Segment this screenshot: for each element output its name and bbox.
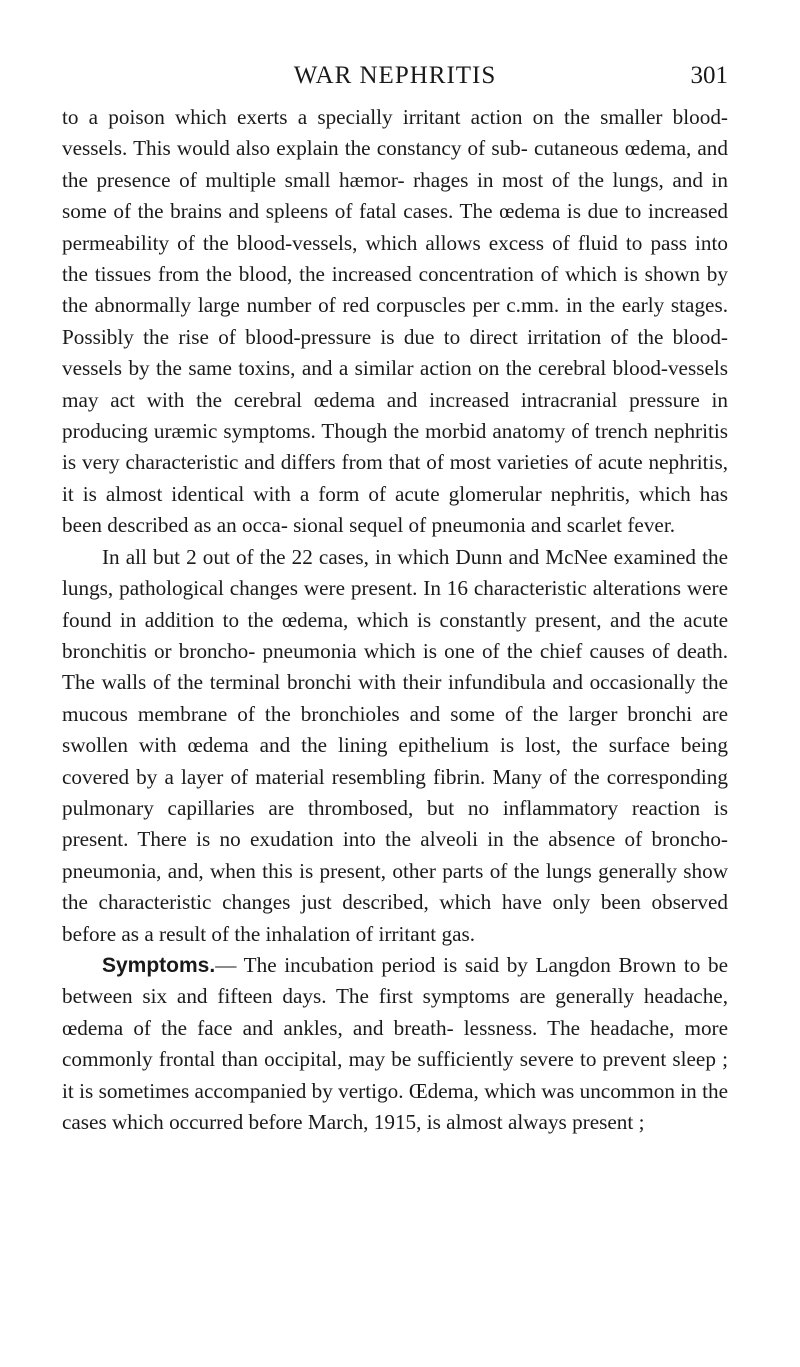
- paragraph-continued: to a poison which exerts a specially irritant action on the smaller blood-vessels. This would also explain the constancy of sub- cutaneous œdema, and the presence of multiple small hæmor- rhages in most of the lungs, and in some of the brains and spleens of fatal cases. The œdema is due to increased permeability of the blood-vessels, which allows excess of fluid to pass into the tissues from the blood, the increased concentration of which is shown by the abnormally large number of red corpuscles per c.mm. in the early stages. Possibly the rise of blood-pressure is due to direct irritation of the blood-vessels by the same toxins, and a similar action on the cerebral blood-vessels may act with the cerebral œdema and increased intracranial pressure in producing uræmic symptoms. Though the morbid anatomy of trench nephritis is very characteristic and differs from that of most varieties of acute nephritis, it is almost identical with a form of acute glomerular nephritis, which has been described as an occa- sional sequel of pneumonia and scarlet fever.: [62, 105, 728, 538]
- paragraph-lungs: In all but 2 out of the 22 cases, in which Dunn and McNee examined the lungs, pathological changes were present. In 16 characteristic alterations were found in addition to the œdema, which is constantly present, and the acute bronchitis or broncho- pneumonia which is one of the chief causes of death. The walls of the terminal bronchi with their infundibula and occasionally the mucous membrane of the bronchioles and some of the larger bronchi are swollen with œdema and the lining epithelium is lost, the surface being covered by a layer of material resembling fibrin. Many of the corresponding pulmonary capillaries are thrombosed, but no inflammatory reaction is present. There is no exudation into the alveoli in the absence of broncho-pneumonia, and, when this is present, other parts of the lungs generally show the characteristic changes just described, which have only been observed before as a result of the inhalation of irritant gas.: [62, 544, 728, 946]
- body-text: [62, 102, 728, 1138]
- paragraph-symptoms: [62, 950, 728, 1138]
- symptoms-text: — The incubation period is said by Langdon Brown to be between six and fifteen days. The first symptoms are generally headache, œdema of the face and ankles, and breath- lessness. The headache, more commonly frontal than occipital, may be sufficiently severe to prevent sleep ; it is sometimes accompanied by vertigo. Œdema, which was uncommon in the cases which occurred before March, 1915, is almost always present ;: [62, 952, 728, 1134]
- section-heading-symptoms: Symptoms.: [102, 953, 216, 977]
- running-head: [62, 56, 728, 96]
- page-number: 301: [690, 62, 728, 89]
- running-title: WAR NEPHRITIS: [293, 62, 497, 89]
